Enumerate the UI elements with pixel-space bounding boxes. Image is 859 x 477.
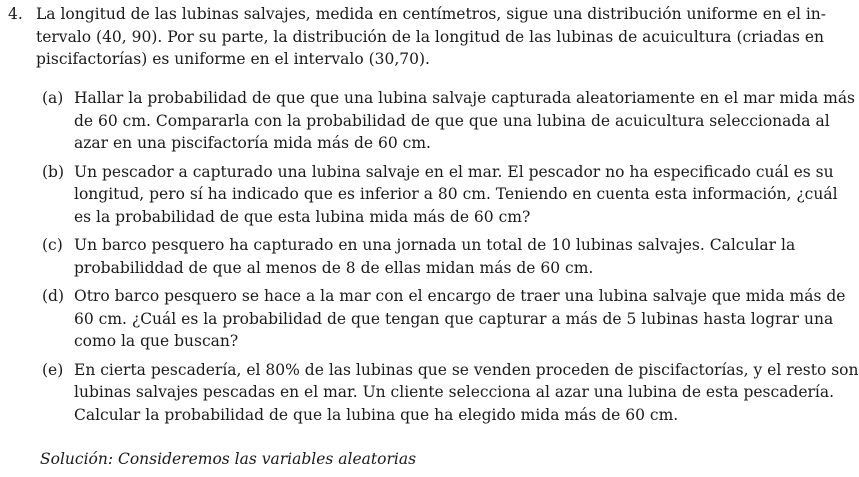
subquestion-line: longitud, pero sí ha indicado que es inferior a 80 cm. Teniendo en cuenta esta información, ¿cuál — [74, 185, 838, 203]
subquestion-line: como la que buscan? — [74, 332, 239, 350]
subquestion-b — [36, 161, 838, 229]
subquestion-label: (e) — [42, 360, 64, 379]
subquestion-label: (c) — [42, 236, 63, 254]
subquestion-c — [36, 234, 796, 279]
statement-line: La longitud de las lubinas salvajes, medida en centímetros, sigue una distribución uniforme en el in- — [36, 5, 827, 23]
statement-line: tervalo (40, 90). Por su parte, la distribución de la longitud de las lubinas de acuicultura (criadas en — [36, 27, 824, 46]
subquestion-d — [36, 285, 846, 353]
subquestion-line: Un barco pesquero ha capturado en una jornada un total de 10 lubinas salvajes. Calcular la — [74, 236, 796, 254]
subquestion-line: lubinas salvajes pescadas en el mar. Un cliente selecciona al azar una lubina de esta pescadería. — [74, 383, 835, 401]
subquestion-line: Hallar la probabilidad de que que una lubina salvaje capturada aleatoriamente en el mar mida más — [74, 89, 856, 107]
problem-number: 4. — [8, 5, 23, 23]
subquestion-line: Calcular la probabilidad de que la lubina que ha elegido mida más de 60 cm. — [74, 405, 679, 424]
subquestion-label: (d) — [42, 287, 65, 305]
subquestion-line: de 60 cm. Compararla con la probabilidad de que que una lubina de acuicultura seleccionada al — [74, 111, 830, 130]
subquestion-e — [36, 359, 859, 427]
solution-heading-cutoff: Solución: Consideremos las variables aleatorias — [40, 450, 417, 468]
subquestion-list — [36, 87, 859, 432]
subquestion-line: es la probabilidad de que esta lubina mida más de 60 cm? — [74, 207, 531, 226]
subquestion-line: Otro barco pesquero se hace a la mar con el encargo de traer una lubina salvaje que mida más de — [74, 287, 846, 305]
subquestion-label: (b) — [42, 162, 65, 181]
subquestion-line: 60 cm. ¿Cuál es la probabilidad de que tengan que capturar a más de 5 lubinas hasta lograr una — [74, 309, 834, 328]
statement-line: piscifactorías) es uniforme en el intervalo (30,70). — [36, 50, 430, 68]
problem-statement — [36, 3, 827, 71]
subquestion-line: probabiliddad de que al menos de 8 de ellas midan más de 60 cm. — [74, 258, 594, 277]
subquestion-line: En cierta pescadería, el 80% de las lubinas que se venden proceden de piscifactorías, y el resto son — [74, 360, 859, 379]
subquestion-line: azar en una piscifactoría mida más de 60 cm. — [74, 134, 431, 152]
subquestion-a — [36, 87, 856, 155]
subquestion-label: (a) — [42, 89, 64, 107]
subquestion-line: Un pescador a capturado una lubina salvaje en el mar. El pescador no ha especificado cuál es su — [74, 162, 834, 181]
